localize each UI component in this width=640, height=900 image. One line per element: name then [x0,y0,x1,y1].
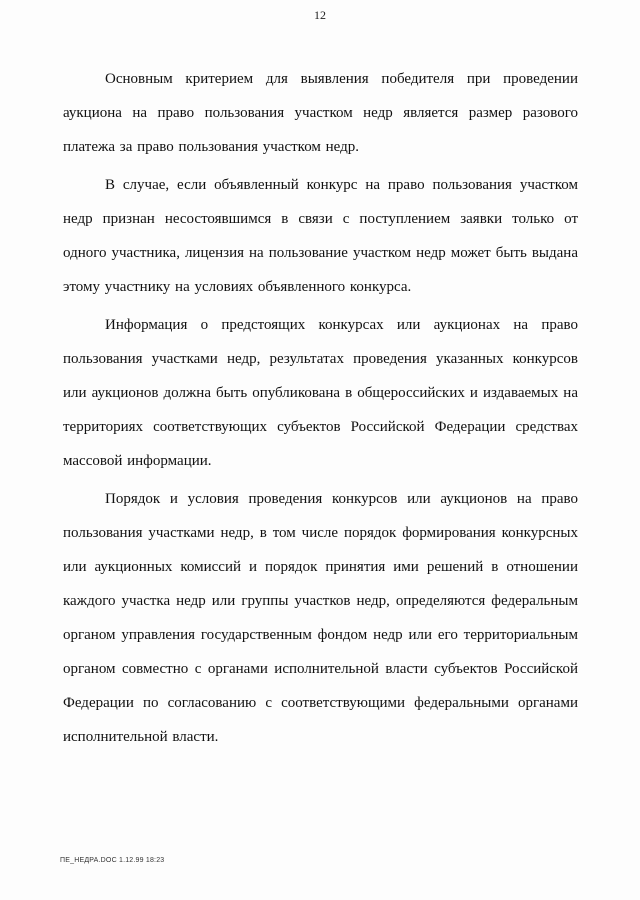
paragraph-publication-info: Информация о предстоящих конкурсах или аукционах на право пользования участками недр, результатах проведения указанных конкурсов или аукционов должна быть опубликована в общероссийских и издаваемых на территориях соответствующих субъектов Российской Федерации средствах массовой информации. [63,317,578,469]
page-number: 12 [314,8,326,22]
document-body [63,62,578,754]
paragraph-auction-criterion: Основным критерием для выявления победителя при проведении аукциона на право пользования участком недр является размер разового платежа за право пользования участком недр. [63,71,578,155]
paragraph-procedure-conditions: Порядок и условия проведения конкурсов или аукционов на право пользования участками недр, в том числе порядок формирования конкурсных или аукционных комиссий и порядок принятия ими решений в отношении каждого участка недр или группы участков недр, определяются федеральным органом управления государственным фондом недр или его территориальным органом совместно с органами исполнительной власти субъектов Российской Федерации по согласованию с соответствующими федеральными органами исполнительной власти. [63,491,578,745]
paragraph-failed-tender: В случае, если объявленный конкурс на право пользования участком недр признан несостоявшимся в связи с поступлением заявки только от одного участника, лицензия на пользование участком недр может быть выдана этому участнику на условиях объявленного конкурса. [63,177,578,295]
file-stamp: ПЕ_НЕДРА.DOC 1.12.99 18:23 [60,857,165,864]
